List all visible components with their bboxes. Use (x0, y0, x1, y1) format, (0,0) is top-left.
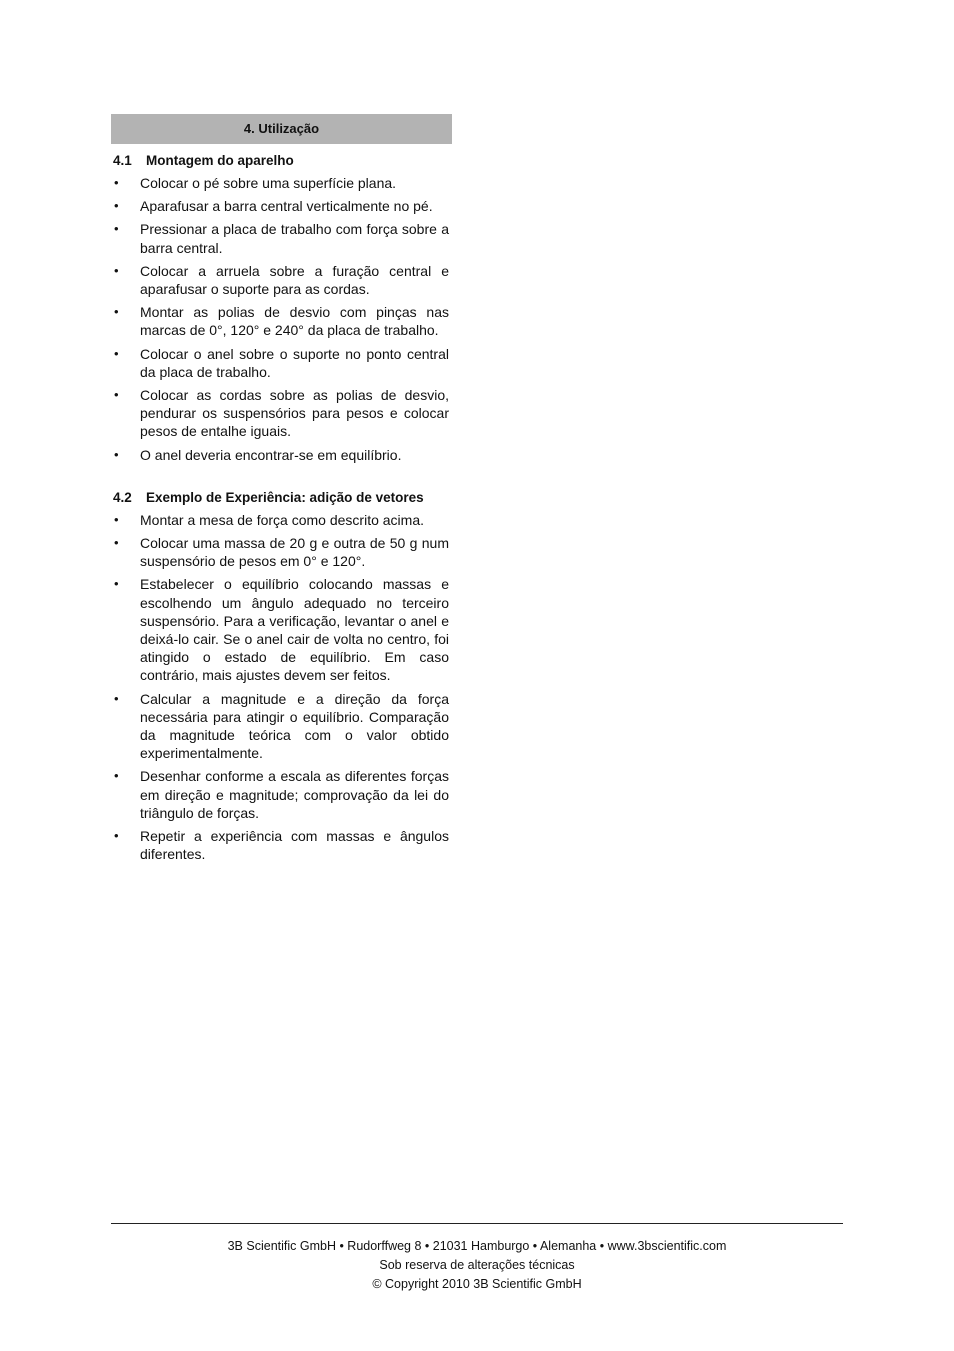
bullet-icon: • (114, 175, 119, 190)
bullet-icon: • (114, 387, 119, 403)
list-item (111, 534, 452, 570)
subsection-title: Exemplo de Experiência: adição de vetores (146, 489, 424, 505)
list-item-text: Desenhar conforme a escala as diferentes forças em direção e magnitude; comprovação da lei do triângulo de forças. (140, 768, 449, 821)
list-item (111, 690, 452, 763)
section-title: 4. Utilização (111, 114, 452, 144)
list-item-text: Repetir a experiência com massas e ângulos diferentes. (140, 828, 449, 863)
experiment-list (111, 511, 452, 864)
subsection-title: Montagem do aparelho (146, 153, 294, 168)
bullet-icon: • (114, 198, 119, 214)
footer-disclaimer: Sob reserva de alterações técnicas (379, 1258, 575, 1272)
list-item (111, 386, 452, 441)
list-item (111, 262, 452, 298)
list-item (111, 303, 452, 339)
bullet-icon: • (114, 345, 119, 361)
assembly-list (111, 174, 452, 464)
list-item (111, 174, 452, 192)
list-item (111, 827, 452, 863)
list-item (111, 767, 452, 822)
bullet-icon: • (114, 690, 119, 706)
list-item-text: Colocar o anel sobre o suporte no ponto central da placa de trabalho. (140, 345, 449, 380)
subsection-number: 4.2 (113, 489, 132, 505)
subsection-heading-experiment (111, 490, 452, 505)
list-item (111, 575, 452, 684)
bullet-icon: • (114, 221, 119, 237)
list-item-text: Colocar a arruela sobre a furação central e aparafusar o suporte para as cordas. (140, 262, 449, 298)
bullet-icon: • (114, 576, 119, 592)
list-item (111, 446, 452, 464)
list-item (111, 511, 452, 529)
subsection-number: 4.1 (113, 153, 132, 168)
bullet-icon: • (114, 262, 119, 278)
bullet-icon: • (114, 446, 119, 462)
content-column (111, 114, 452, 869)
bullet-icon: • (114, 304, 119, 320)
bullet-icon: • (114, 535, 119, 551)
list-item-text: Colocar o pé sobre uma superfície plana. (140, 175, 397, 191)
list-item (111, 345, 452, 381)
list-item-text: Calcular a magnitude e a direção da força necessária para atingir o equilíbrio. Comparação da magnitude teórica com o valor obtido experimentalmente. (140, 690, 449, 762)
subsection-heading-assembly (111, 153, 452, 168)
list-item-text: Aparafusar a barra central verticalmente no pé. (140, 198, 433, 215)
list-item-text: Montar a mesa de força como descrito acima. (140, 511, 425, 528)
list-item-text: Montar as polias de desvio com pinças nas marcas de 0°, 120° e 240° da placa de trabalho. (140, 304, 449, 339)
bullet-icon: • (114, 511, 119, 527)
list-item-text: O anel deveria encontrar-se em equilíbrio. (140, 446, 402, 463)
bullet-icon: • (114, 768, 119, 784)
list-item (111, 220, 452, 256)
footer-divider (111, 1223, 843, 1224)
footer-address: 3B Scientific GmbH • Rudorffweg 8 • 21031 Hamburgo • Alemanha • www.3bscientific.com (227, 1239, 727, 1253)
page-footer (111, 1237, 843, 1294)
bullet-icon: • (114, 828, 119, 844)
list-item-text: Pressionar a placa de trabalho com força sobre a barra central. (140, 221, 449, 256)
list-item-text: Colocar uma massa de 20 g e outra de 50 g num suspensório de pesos em 0° e 120°. (140, 535, 449, 570)
list-item (111, 197, 452, 215)
list-item-text: Colocar as cordas sobre as polias de desvio, pendurar os suspensórios para pesos e colocar pesos de entalhe iguais. (140, 387, 449, 440)
footer-copyright: © Copyright 2010 3B Scientific GmbH (372, 1277, 582, 1291)
list-item-text: Estabelecer o equilíbrio colocando massas e escolhendo um ângulo adequado no terceiro suspensório. Para a verificação, levantar o anel e deixá-lo cair. Se o anel cair de volta no centro, foi atingido o estado de equilíbrio. Em caso contrário, mais ajustes devem ser feitos. (140, 576, 449, 684)
